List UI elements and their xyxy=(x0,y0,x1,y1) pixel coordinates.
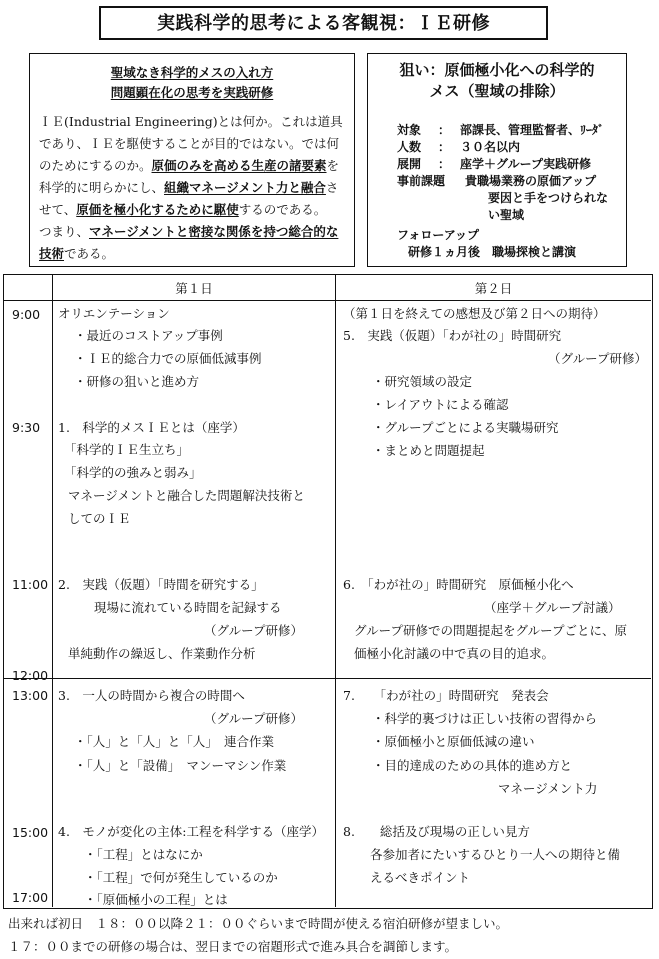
target-sep: ： xyxy=(438,123,451,137)
d2-item: 7. 「わが社の」時間研究 発表会 xyxy=(343,688,549,703)
intro-text: 科学的に明らかにし、 xyxy=(39,180,165,195)
intro-line xyxy=(39,158,339,173)
intro-text: を xyxy=(326,158,340,173)
d1-item: 1. 科学的メスＩＥとは（座学） xyxy=(58,420,245,435)
d2-item: 5. 実践（仮題）「わが社の」時間研究 xyxy=(343,328,562,343)
d1-item: 「科学的の強みと弱み」 xyxy=(64,465,202,480)
count-sep: ： xyxy=(438,140,451,154)
intro-text: のためにするのか。 xyxy=(39,158,152,173)
intro-text: である。 xyxy=(64,246,115,261)
intro-text: つまり、 xyxy=(39,224,90,239)
d1-item: ・研修の狙いと進め方 xyxy=(74,374,200,389)
document-title: 実践科学的思考による客観視：ＩＥ研修 xyxy=(157,13,490,34)
day2-header: 第２日 xyxy=(474,281,513,296)
intro-line xyxy=(39,136,339,151)
d2-item: 各参加者にたいするひとり一人への期待と備 xyxy=(370,847,621,862)
d2-item: （グループ研修） xyxy=(548,351,648,366)
d2-item: ・原価極小と原価低減の違い xyxy=(372,734,535,749)
lunch-divider xyxy=(4,678,651,679)
d2-item: 価極小化討議の中で真の目的追求。 xyxy=(354,646,555,661)
intro-emphasis: 原価のみを高める生産の諸要素 xyxy=(151,158,327,173)
d1-item: ・「原価極小の工程」とは xyxy=(84,892,228,907)
prework-line-1: 貴職場業務の原価アップ xyxy=(465,174,597,188)
d1-item: ・「工程」とはなにか xyxy=(84,847,203,862)
intro-text: せて、 xyxy=(39,202,77,217)
prework-line-2: 要因と手をつけられな xyxy=(488,191,609,205)
target-value: 部課長、管理監督者、ﾘｰﾀﾞ xyxy=(460,123,605,137)
intro-text: であり、ＩＥを駆使することが目的ではない。では何 xyxy=(39,136,340,151)
d1-item: してのＩＥ xyxy=(68,511,131,526)
prework-label: 事前課題 xyxy=(397,174,446,188)
d2-item: マネージメント力 xyxy=(498,781,598,796)
day-column-divider xyxy=(335,275,336,907)
time-17-00: 17:00 xyxy=(12,890,49,905)
intro-heading-1: 聖域なき科学的メスの入れ方 xyxy=(110,65,274,80)
time-column-divider xyxy=(52,275,53,907)
d2-item: グループ研修での問題提起をグループごとに、原 xyxy=(354,623,628,638)
d1-item: （グループ研修） xyxy=(204,711,304,726)
d1-item: ・「人」と「設備」 マンーマシン作業 xyxy=(74,758,287,773)
d2-item: ・まとめと問題提起 xyxy=(372,443,485,458)
followup-value: 研修１ヵ月後 職場探検と講演 xyxy=(408,245,577,259)
d2-item: ・グループごとによる実職場研究 xyxy=(372,420,559,435)
d1-item: 現場に流れている時間を記録する xyxy=(94,600,282,615)
d1-item: ・「人」と「人」と「人」 連合作業 xyxy=(74,734,275,749)
intro-emphasis: 組織マネージメント力と融合 xyxy=(164,180,326,195)
d2-item: ・レイアウトによる確認 xyxy=(372,397,509,412)
followup-label: フォローアップ xyxy=(397,228,479,242)
d1-item: 2. 実践（仮題）｢時間を研究する｣ xyxy=(58,577,258,592)
prework-line-3: い聖域 xyxy=(488,208,525,222)
d1-item: （グループ研修） xyxy=(204,623,304,638)
intro-line xyxy=(39,246,114,261)
header-divider xyxy=(4,300,651,301)
d1-item: オリエンテーション xyxy=(58,306,170,321)
schedule-table xyxy=(3,274,653,909)
intro-line xyxy=(39,202,326,217)
d2-item: えるべきポイント xyxy=(370,870,471,885)
intro-line xyxy=(39,180,338,195)
intro-emphasis: 原価を極小化するために駆使 xyxy=(76,202,239,217)
d2-item: ・目的達成のための具体的進め方と xyxy=(372,758,573,773)
intro-text: するのである。 xyxy=(238,202,327,217)
footer-note-2: １７：００までの研修の場合は、翌日までの宿題形式で進み具合を調節します。 xyxy=(8,939,458,954)
intro-line xyxy=(39,114,343,129)
d1-item: ・「工程」で何が発生しているのか xyxy=(84,870,278,885)
intro-emphasis: 技術 xyxy=(39,246,65,261)
d2-item: 8. 総括及び現場の正しい見方 xyxy=(343,824,530,839)
d1-item: ・最近のコストアップ事例 xyxy=(74,328,223,343)
time-9-30: 9:30 xyxy=(12,420,41,435)
format-sep: ： xyxy=(438,157,451,171)
d1-item: ・ＩＥ的総合力での原価低減事例 xyxy=(74,351,262,366)
d2-item: ・研究領域の設定 xyxy=(372,374,473,389)
aim-line-1: 狙い：原価極小化への科学的 xyxy=(399,61,595,79)
time-15-00: 15:00 xyxy=(12,825,49,840)
format-value: 座学＋グループ実践研修 xyxy=(460,157,592,171)
d2-item: 6. 「わが社の」時間研究 原価極小化へ xyxy=(343,577,574,592)
intro-box xyxy=(29,53,355,267)
target-box xyxy=(367,53,627,267)
intro-line xyxy=(39,224,338,239)
intro-text: さ xyxy=(325,180,339,195)
intro-heading-2: 問題顕在化の思考を実践研修 xyxy=(110,85,274,100)
time-13-00: 13:00 xyxy=(12,688,49,703)
d1-item: 単純動作の繰返し、作業動作分析 xyxy=(68,646,256,661)
count-value: ３０名以内 xyxy=(460,140,521,154)
d1-item: 3. 一人の時間から複合の時間へ xyxy=(58,688,245,703)
title-box xyxy=(99,6,548,40)
intro-text: ＩＥ(Industrial Engineering)とは何か。これは道具 xyxy=(39,114,343,129)
day1-header: 第１日 xyxy=(175,281,213,296)
time-11-00: 11:00 xyxy=(12,577,49,592)
d1-item: マネージメントと融合した問題解決技術と xyxy=(68,488,305,503)
target-label: 対象 xyxy=(397,123,422,137)
d1-item: 4. モノが変化の主体:工程を科学する（座学） xyxy=(58,824,325,839)
footer-note-1: 出来れば初日 １８：００以降２１：００ぐらいまで時間が使える宿泊研修が望ましい。 xyxy=(8,916,509,931)
format-label: 展開 xyxy=(397,157,422,171)
time-9-00: 9:00 xyxy=(12,307,41,322)
d2-item: ・科学的裏づけは正しい技術の習得から xyxy=(372,711,598,726)
count-label: 人数 xyxy=(397,140,422,154)
d2-item: （座学＋グループ討議） xyxy=(484,600,621,615)
intro-emphasis: マネージメントと密接な関係を持つ総合的な xyxy=(89,224,339,239)
aim-line-2: メス（聖域の排除） xyxy=(429,82,565,100)
d2-item: （第１日を終えての感想及び第２日への期待） xyxy=(343,306,606,321)
time-12-00: 12:00 xyxy=(12,668,49,683)
d1-item: 「科学的ＩＥ生立ち」 xyxy=(64,442,190,457)
